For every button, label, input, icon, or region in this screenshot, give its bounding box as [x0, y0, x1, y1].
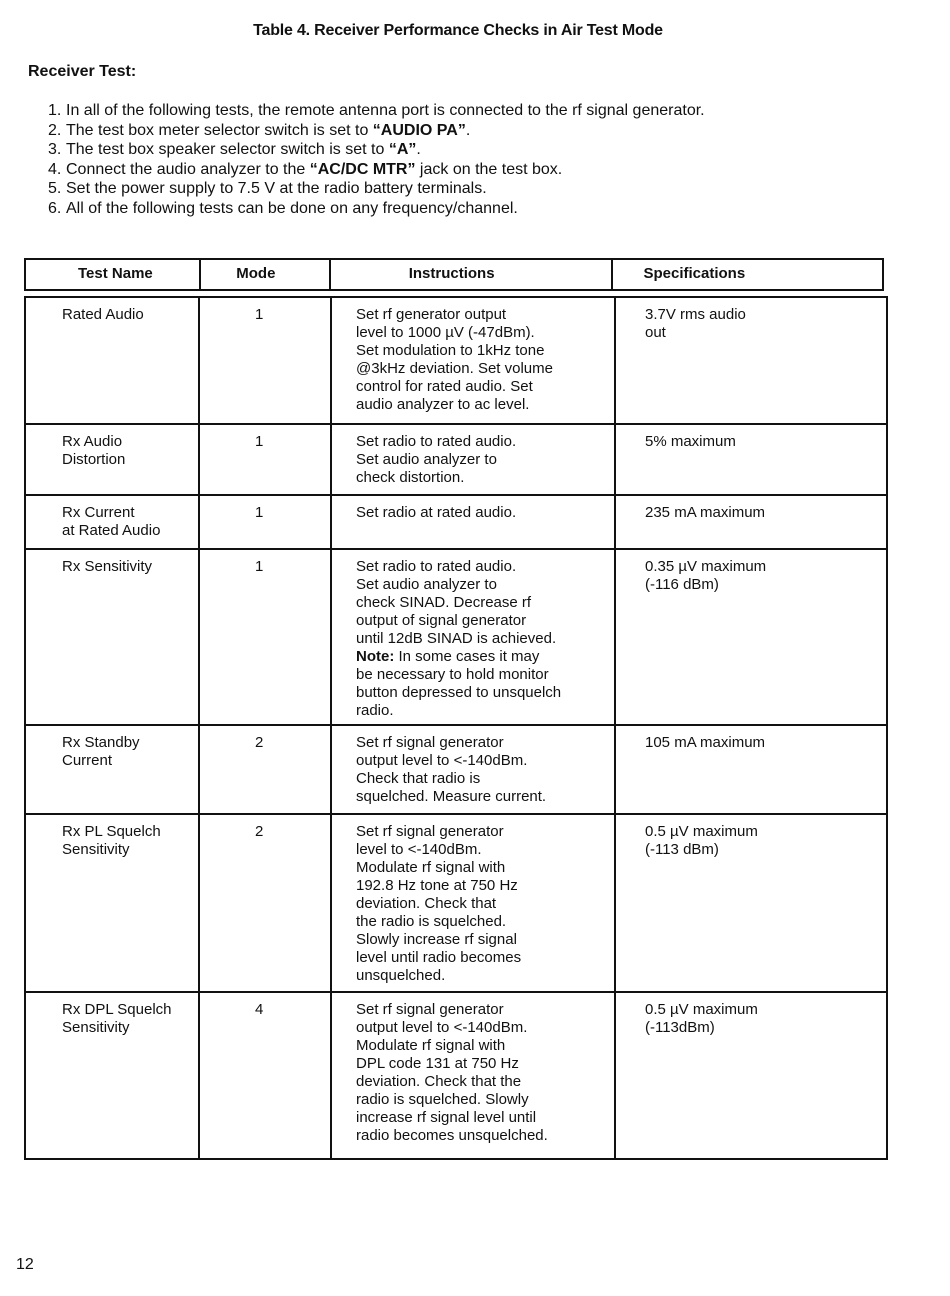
instruction-line: [356, 684, 614, 702]
instruction-line: [356, 1109, 614, 1127]
header-specifications: Specifications: [643, 265, 746, 282]
mode-value: 4: [255, 1001, 264, 1018]
specification-cell: [615, 725, 887, 814]
step-text: The test box speaker selector switch is set to: [66, 141, 389, 159]
instruction-text: Modulate rf signal with: [356, 859, 506, 876]
instruction-text: Set radio to rated audio.: [356, 433, 517, 450]
test-name-cell: [25, 549, 199, 725]
table-row: [25, 297, 887, 424]
step-emphasis: “A”: [388, 141, 417, 159]
specification-line: (-116 dBm): [645, 576, 719, 593]
instruction-text: the radio is squelched.: [356, 913, 507, 930]
instruction-text: @3kHz deviation. Set volume: [356, 360, 553, 377]
instruction-line: [356, 504, 614, 522]
instruction-text: squelched. Measure current.: [356, 788, 547, 805]
instruction-text: Set rf signal generator: [356, 1001, 504, 1018]
instruction-line: [356, 1055, 614, 1073]
table-row: [25, 725, 887, 814]
instruction-line: [356, 324, 614, 342]
test-name-line: at Rated Audio: [62, 522, 161, 539]
test-name-cell: [25, 495, 199, 549]
mode-value: 1: [255, 306, 264, 323]
specification-line: 235 mA maximum: [645, 504, 766, 521]
instruction-text: until 12dB SINAD is achieved.: [356, 630, 557, 647]
instruction-text: Modulate rf signal with: [356, 1037, 506, 1054]
instruction-line: [356, 752, 614, 770]
instruction-line: [356, 1037, 614, 1055]
test-name-line: Distortion: [62, 451, 126, 468]
instructions-cell: [331, 992, 615, 1159]
table-header: [24, 258, 884, 291]
instruction-text: output level to <-140dBm.: [356, 1019, 528, 1036]
setup-steps-list: [48, 101, 705, 219]
instruction-line: [356, 594, 614, 612]
mode-value: 1: [255, 504, 264, 521]
instruction-line: [356, 913, 614, 931]
instruction-line: [356, 360, 614, 378]
test-name-line: Rx PL Squelch: [62, 823, 161, 840]
test-name-line: Rx Standby: [62, 734, 140, 751]
specification-line: 0.5 µV maximum: [645, 1001, 758, 1018]
specification-cell: [615, 549, 887, 725]
step-item: [48, 101, 705, 121]
instruction-text: Set modulation to 1kHz tone: [356, 342, 545, 359]
instruction-text: button depressed to unsquelch: [356, 684, 562, 701]
instruction-line: [356, 877, 614, 895]
page-number: 12: [16, 1256, 34, 1273]
instruction-text: Slowly increase rf signal: [356, 931, 517, 948]
instruction-line: [356, 788, 614, 806]
mode-cell: [199, 424, 331, 495]
step-text: Connect the audio analyzer to the: [66, 160, 310, 178]
instruction-text: Set audio analyzer to: [356, 576, 497, 593]
instructions-cell: [331, 297, 615, 424]
instruction-text: increase rf signal level until: [356, 1109, 537, 1126]
specification-line: (-113dBm): [645, 1019, 715, 1036]
test-name-line: Rx Audio: [62, 433, 123, 450]
instruction-line: [356, 378, 614, 396]
specification-cell: [615, 297, 887, 424]
table-row: [25, 992, 887, 1159]
step-text-end: .: [416, 141, 421, 159]
specification-line: 105 mA maximum: [645, 734, 766, 751]
mode-cell: [199, 549, 331, 725]
step-item: [48, 140, 705, 160]
instruction-line: [356, 702, 614, 720]
specification-cell: [615, 424, 887, 495]
step-item: [48, 160, 705, 180]
instruction-line: [356, 770, 614, 788]
instruction-line: [356, 433, 614, 451]
instruction-line: [356, 342, 614, 360]
instruction-text: Set rf signal generator: [356, 734, 504, 751]
header-mode: Mode: [201, 260, 330, 289]
mode-cell: [199, 297, 331, 424]
instruction-line: [356, 306, 614, 324]
step-number: 3.: [48, 141, 62, 159]
instruction-line: [356, 648, 614, 666]
instruction-line: [356, 1091, 614, 1109]
instruction-text: radio becomes unsquelched.: [356, 1127, 548, 1144]
instruction-line: [356, 558, 614, 576]
instructions-cell: [331, 495, 615, 549]
mode-value: 2: [255, 734, 264, 751]
test-name-cell: [25, 814, 199, 992]
instructions-cell: [331, 725, 615, 814]
instruction-text: deviation. Check that: [356, 895, 497, 912]
step-number: 2.: [48, 121, 62, 139]
instruction-line: [356, 576, 614, 594]
instruction-text: DPL code 131 at 750 Hz: [356, 1055, 519, 1072]
step-item: [48, 121, 705, 141]
instruction-line: [356, 841, 614, 859]
instructions-cell: [331, 549, 615, 725]
step-number: 1.: [48, 102, 62, 119]
step-item: [48, 179, 705, 199]
step-text: Set the power supply to 7.5 V at the radio battery terminals.: [66, 180, 487, 198]
specification-line: out: [645, 324, 666, 341]
instruction-text: control for rated audio. Set: [356, 378, 533, 395]
mode-value: 2: [255, 823, 264, 840]
instruction-line: [356, 734, 614, 752]
instruction-line: [356, 612, 614, 630]
step-text-end: .: [465, 121, 471, 139]
instruction-line: [356, 895, 614, 913]
instruction-text: In some cases it may: [394, 648, 540, 665]
instruction-text: Set audio analyzer to: [356, 451, 497, 468]
test-name-cell: [25, 725, 199, 814]
instruction-text: output level to <-140dBm.: [356, 752, 528, 769]
instruction-text: Set radio to rated audio.: [356, 558, 517, 575]
instruction-line: [356, 1073, 614, 1091]
instruction-line: [356, 469, 614, 487]
test-name-line: Sensitivity: [62, 841, 130, 858]
instruction-text: radio is squelched. Slowly: [356, 1091, 529, 1108]
instruction-line: [356, 1001, 614, 1019]
test-name-cell: [25, 992, 199, 1159]
specification-cell: [615, 814, 887, 992]
test-name-cell: [25, 297, 199, 424]
test-name-line: Current: [62, 752, 113, 769]
instruction-line: [356, 451, 614, 469]
instruction-text: radio.: [356, 702, 394, 719]
specification-line: (-113 dBm): [645, 841, 719, 858]
table-row: [25, 424, 887, 495]
step-number: 5.: [48, 180, 62, 198]
mode-cell: [199, 495, 331, 549]
test-name-line: Rx DPL Squelch: [62, 1001, 172, 1018]
step-item: [48, 199, 705, 219]
instruction-line: [356, 859, 614, 877]
table-row: [25, 495, 887, 549]
step-emphasis: “AUDIO PA”: [372, 121, 466, 139]
instruction-text: Set rf signal generator: [356, 823, 504, 840]
header-test-name: Test Name: [26, 260, 201, 289]
test-name-line: Rated Audio: [62, 306, 144, 323]
instruction-text: Check that radio is: [356, 770, 481, 787]
specification-line: 5% maximum: [645, 433, 736, 450]
mode-cell: [199, 725, 331, 814]
instruction-text: Set radio at rated audio.: [356, 504, 517, 521]
instruction-text: audio analyzer to ac level.: [356, 396, 530, 413]
instructions-cell: [331, 424, 615, 495]
step-text: The test box meter selector switch is set to: [66, 121, 373, 139]
mode-value: 1: [255, 558, 264, 575]
instruction-line: [356, 949, 614, 967]
instruction-text: check distortion.: [356, 469, 465, 486]
specification-cell: [615, 495, 887, 549]
section-heading: Receiver Test:: [28, 63, 137, 80]
instruction-text: level to <-140dBm.: [356, 841, 482, 858]
specification-line: 0.35 µV maximum: [645, 558, 767, 575]
instruction-text: 192.8 Hz tone at 750 Hz: [356, 877, 518, 894]
page-title: Table 4. Receiver Performance Checks in Air Test Mode: [253, 22, 663, 39]
instruction-text: output of signal generator: [356, 612, 527, 629]
specification-line: 3.7V rms audio: [645, 306, 746, 323]
instruction-line: [356, 823, 614, 841]
instruction-line: [356, 396, 614, 414]
step-emphasis: “AC/DC MTR”: [309, 160, 416, 178]
test-name-line: Sensitivity: [62, 1019, 130, 1036]
performance-checks-table: [24, 296, 888, 1160]
instruction-note-label: Note:: [356, 648, 395, 665]
instruction-text: level until radio becomes: [356, 949, 522, 966]
table-row: [25, 814, 887, 992]
instruction-line: [356, 1019, 614, 1037]
instruction-text: check SINAD. Decrease rf: [356, 594, 532, 611]
test-name-line: Rx Current: [62, 504, 135, 521]
table-row: [25, 549, 887, 725]
step-text-end: jack on the test box.: [415, 160, 563, 178]
instruction-line: [356, 630, 614, 648]
step-text: In all of the following tests, the remote antenna port is connected to the rf signal generator.: [66, 102, 705, 119]
step-number: 6.: [48, 199, 62, 217]
mode-cell: [199, 814, 331, 992]
instruction-line: [356, 931, 614, 949]
mode-cell: [199, 992, 331, 1159]
mode-value: 1: [255, 433, 264, 450]
instructions-cell: [331, 814, 615, 992]
instruction-line: [356, 666, 614, 684]
specification-cell: [615, 992, 887, 1159]
instruction-line: [356, 1127, 614, 1145]
header-instructions: Instructions: [331, 260, 614, 289]
instruction-text: Set rf generator output: [356, 306, 507, 323]
instruction-line: [356, 967, 614, 985]
instruction-text: deviation. Check that the: [356, 1073, 522, 1090]
instruction-text: be necessary to hold monitor: [356, 666, 549, 683]
step-number: 4.: [48, 160, 62, 178]
specification-line: 0.5 µV maximum: [645, 823, 758, 840]
instruction-text: level to 1000 µV (-47dBm).: [356, 324, 535, 341]
step-text: All of the following tests can be done on any frequency/channel.: [66, 199, 518, 217]
test-name-line: Rx Sensitivity: [62, 558, 153, 575]
instruction-text: unsquelched.: [356, 967, 446, 984]
test-name-cell: [25, 424, 199, 495]
